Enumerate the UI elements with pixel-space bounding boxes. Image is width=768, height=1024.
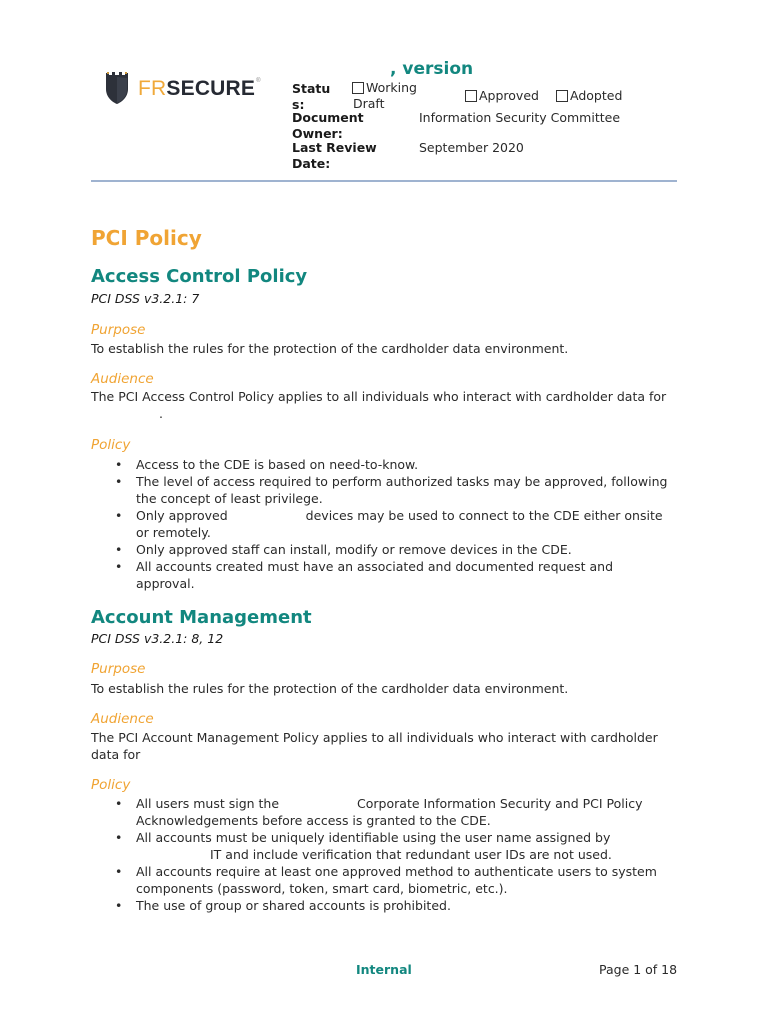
status-working-draft-checkbox[interactable]: Working Draft (353, 80, 417, 111)
policy-heading: Policy (91, 437, 131, 453)
status-adopted-checkbox[interactable]: Adopted (556, 88, 622, 104)
audience-heading: Audience (91, 371, 154, 387)
list-item: • Access to the CDE is based on need-to-know. (91, 456, 681, 473)
document-version: , version (390, 59, 474, 79)
list-item: • The use of group or shared accounts is prohibited. (91, 897, 681, 914)
policy-list (91, 795, 681, 914)
page-number: Page 1 of 18 (599, 962, 678, 977)
purpose-text: To establish the rules for the protection of the cardholder data environment. (91, 681, 569, 696)
logo-wordmark: FRSECURE® (138, 76, 261, 100)
policy-list (91, 456, 681, 592)
list-item: • All accounts created must have an associated and documented request and approval. (91, 558, 681, 592)
policy-heading: Policy (91, 777, 131, 793)
classification-label: Internal (356, 962, 412, 977)
section-heading-access-control: Access Control Policy (91, 266, 308, 287)
list-item: • The level of access required to perform authorized tasks may be approved, following the concept of least privilege. (91, 473, 681, 507)
audience-text: The PCI Account Management Policy applies to all individuals who interact with cardholder data for (91, 730, 658, 762)
header-divider (91, 180, 677, 182)
audience-heading: Audience (91, 711, 154, 727)
list-item: • Only approved devices may be used to connect to the CDE either onsite or remotely. (91, 507, 681, 541)
list-item: • All accounts require at least one approved method to authenticate users to system components (password, token, smart card, biometric, etc.). (91, 863, 681, 897)
page-title: PCI Policy (91, 226, 202, 250)
checkbox-icon (465, 90, 477, 102)
last-review-label: Last Review Date: (292, 140, 377, 171)
audience-text: The PCI Access Control Policy applies to all individuals who interact with cardholder data for . (91, 389, 667, 421)
last-review-value: September 2020 (419, 140, 524, 155)
pci-dss-reference: PCI DSS v3.2.1: 8, 12 (91, 631, 224, 646)
list-item: • Only approved staff can install, modify or remove devices in the CDE. (91, 541, 681, 558)
castle-shield-icon (104, 71, 130, 105)
purpose-heading: Purpose (91, 661, 146, 677)
status-approved-checkbox[interactable]: Approved (465, 88, 539, 104)
purpose-heading: Purpose (91, 322, 146, 338)
list-item: • All users must sign the Corporate Information Security and PCI Policy Acknowledgements before access is granted to the CDE. (91, 795, 681, 829)
status-label: Statu s: (292, 81, 331, 112)
section-heading-account-management: Account Management (91, 607, 312, 628)
list-item: • All accounts must be uniquely identifiable using the user name assigned by IT and include verification that redundant user IDs are not used. (91, 829, 681, 863)
pci-dss-reference: PCI DSS v3.2.1: 7 (91, 291, 200, 306)
purpose-text: To establish the rules for the protection of the cardholder data environment. (91, 341, 569, 356)
frsecure-logo (104, 71, 261, 105)
checkbox-icon (556, 90, 568, 102)
document-owner-label: Document Owner: (292, 110, 364, 141)
document-owner-value: Information Security Committee (419, 110, 621, 125)
